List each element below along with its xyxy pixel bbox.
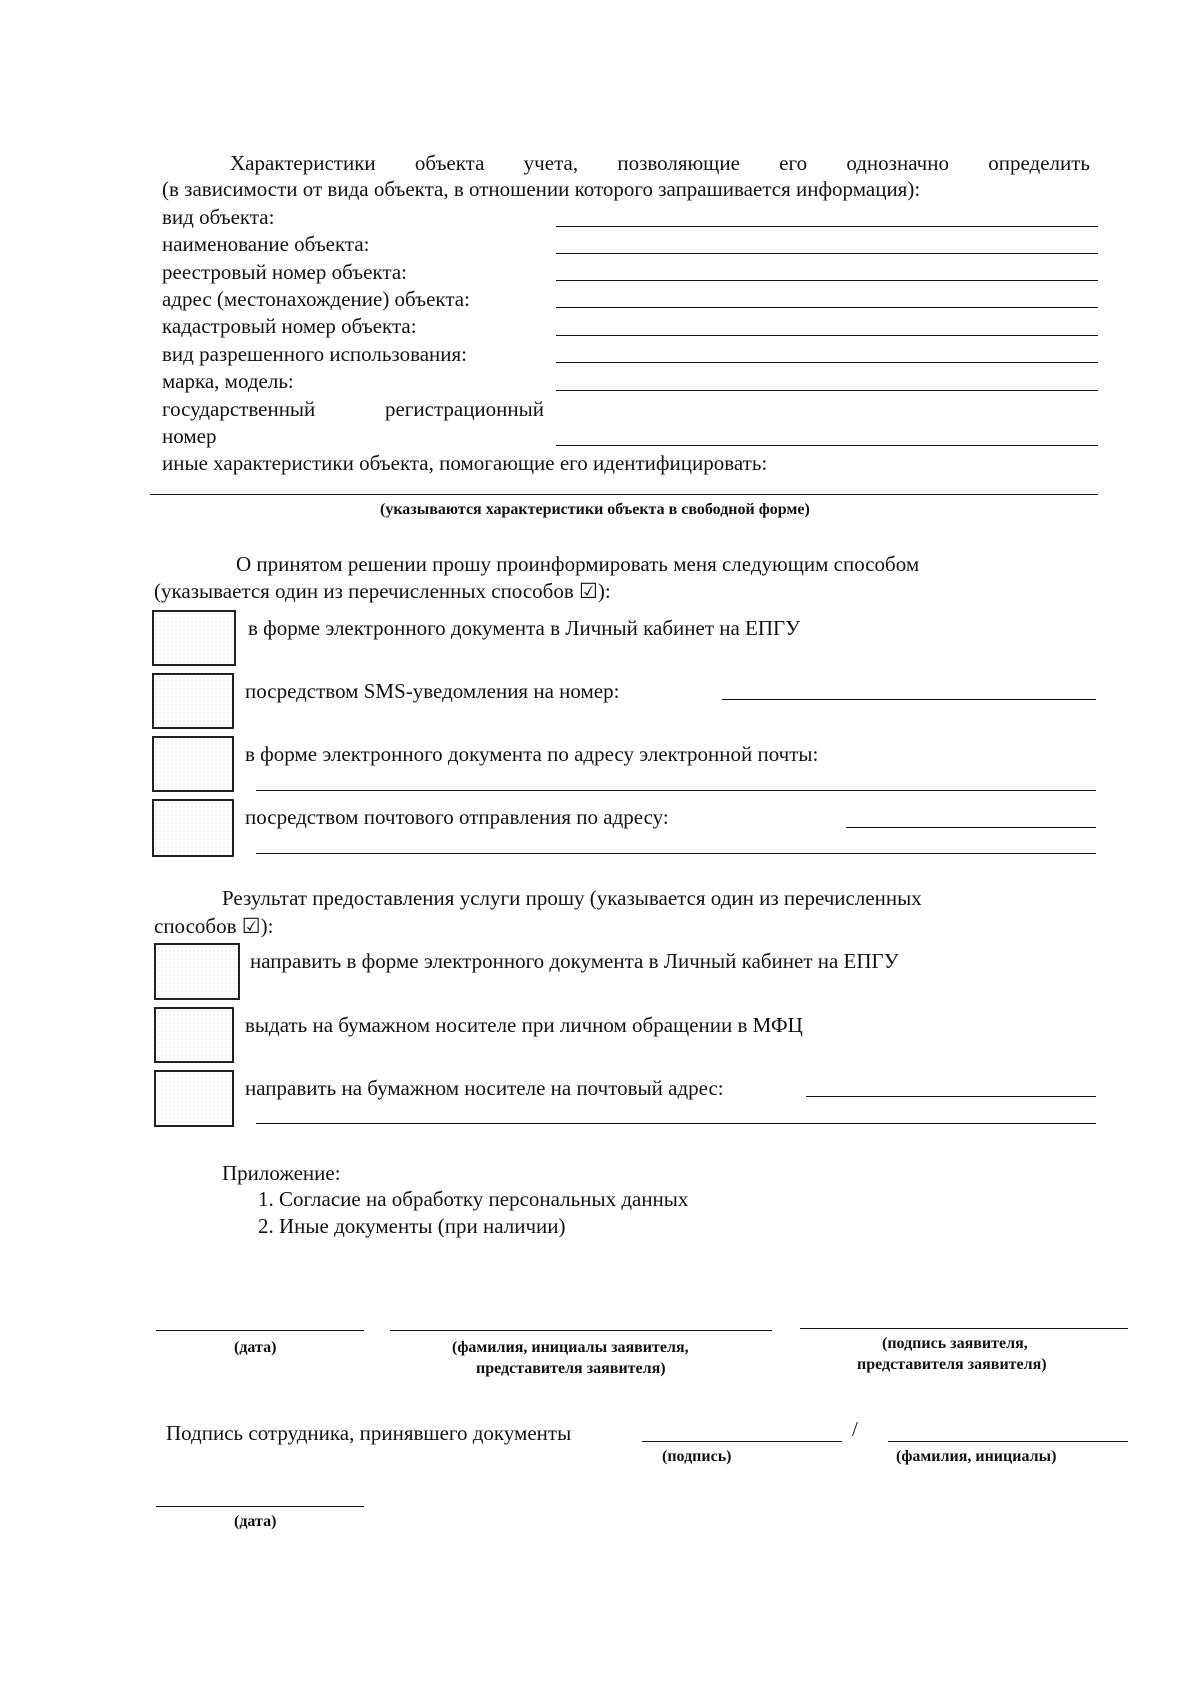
result-post-address-line-2[interactable]	[256, 1123, 1096, 1124]
applicant-date-line[interactable]	[156, 1330, 364, 1331]
result-option-post: направить на бумажном носителе на почтовый адрес:	[245, 1076, 724, 1100]
post-address-line-2[interactable]	[256, 853, 1096, 854]
result-intro-line2: способов ☑):	[154, 914, 274, 938]
employee-date-caption: (дата)	[234, 1513, 277, 1530]
inform-intro-line2: (указывается один из перечисленных способов ☑):	[154, 579, 611, 603]
other-caption: (указываются характеристики объекта в свободной форме)	[380, 501, 810, 518]
employee-sign-line[interactable]	[642, 1441, 842, 1442]
employee-date-line[interactable]	[156, 1506, 364, 1507]
attachment-item-consent: 1. Согласие на обработку персональных данных	[258, 1187, 689, 1211]
employee-slash: /	[852, 1417, 858, 1441]
field-line-other[interactable]	[150, 494, 1098, 495]
field-line-object-type[interactable]	[556, 226, 1098, 227]
inform-checkbox-sms[interactable]	[152, 673, 234, 729]
field-label-reg-number: государственный регистрационный	[162, 397, 544, 421]
field-line-permitted-use[interactable]	[556, 362, 1098, 363]
applicant-sign-caption-2: представителя заявителя)	[857, 1356, 1047, 1373]
applicant-date-caption: (дата)	[234, 1339, 277, 1356]
inform-intro-line1: О принятом решении прошу проинформировать меня следующим способом	[236, 552, 920, 576]
inform-option-epgu: в форме электронного документа в Личный кабинет на ЕПГУ	[248, 616, 801, 640]
field-line-registry-number[interactable]	[556, 280, 1098, 281]
applicant-sign-line[interactable]	[800, 1328, 1128, 1329]
field-label-object-name: наименование объекта:	[162, 232, 370, 256]
email-address-line[interactable]	[256, 790, 1096, 791]
field-line-address[interactable]	[556, 307, 1098, 308]
applicant-name-line[interactable]	[390, 1330, 772, 1331]
attachments-heading: Приложение:	[222, 1161, 341, 1185]
field-line-object-name[interactable]	[556, 253, 1098, 254]
field-label-cadastral-number: кадастровый номер объекта:	[162, 314, 417, 338]
result-post-address-line-1[interactable]	[806, 1096, 1096, 1097]
inform-option-post: посредством почтового отправления по адресу:	[245, 805, 669, 829]
attachment-item-other-docs: 2. Иные документы (при наличии)	[258, 1214, 566, 1238]
field-label-make-model: марка, модель:	[162, 369, 294, 393]
result-checkbox-epgu[interactable]	[154, 943, 240, 1000]
inform-checkbox-email[interactable]	[152, 736, 234, 792]
result-checkbox-post[interactable]	[154, 1070, 234, 1127]
field-line-cadastral-number[interactable]	[556, 335, 1098, 336]
applicant-name-caption-1: (фамилия, инициалы заявителя,	[452, 1339, 689, 1356]
field-label-object-type: вид объекта:	[162, 205, 275, 229]
field-label-reg-number-cont: номер	[162, 424, 217, 448]
inform-checkbox-epgu[interactable]	[152, 610, 236, 666]
sms-number-line[interactable]	[722, 699, 1096, 700]
field-line-make-model[interactable]	[556, 390, 1098, 391]
field-line-reg-number[interactable]	[556, 445, 1098, 446]
employee-signature-label: Подпись сотрудника, принявшего документы	[166, 1421, 572, 1445]
employee-name-caption: (фамилия, инициалы)	[896, 1448, 1057, 1465]
result-option-epgu: направить в форме электронного документа в Личный кабинет на ЕПГУ	[250, 949, 899, 973]
field-label-permitted-use: вид разрешенного использования:	[162, 342, 468, 366]
post-address-line-1[interactable]	[846, 827, 1096, 828]
inform-option-email: в форме электронного документа по адресу электронной почты:	[245, 742, 819, 766]
employee-sign-caption: (подпись)	[662, 1448, 732, 1465]
employee-name-line[interactable]	[888, 1441, 1128, 1442]
applicant-name-caption-2: представителя заявителя)	[476, 1360, 666, 1377]
applicant-sign-caption-1: (подпись заявителя,	[882, 1335, 1028, 1352]
field-label-address: адрес (местонахождение) объекта:	[162, 287, 470, 311]
result-option-mfc: выдать на бумажном носителе при личном обращении в МФЦ	[245, 1013, 803, 1037]
field-label-other: иные характеристики объекта, помогающие его идентифицировать:	[162, 451, 768, 475]
inform-option-sms: посредством SMS-уведомления на номер:	[245, 679, 620, 703]
result-intro-line1: Результат предоставления услуги прошу (указывается один из перечисленных	[222, 886, 922, 910]
inform-checkbox-post[interactable]	[152, 799, 234, 857]
characteristics-intro-line2: (в зависимости от вида объекта, в отношении которого запрашивается информация):	[162, 177, 921, 201]
field-label-registry-number: реестровый номер объекта:	[162, 260, 407, 284]
characteristics-intro-line1: Характеристики объекта учета, позволяющие его однозначно определить	[230, 151, 1090, 175]
result-checkbox-mfc[interactable]	[154, 1007, 234, 1063]
